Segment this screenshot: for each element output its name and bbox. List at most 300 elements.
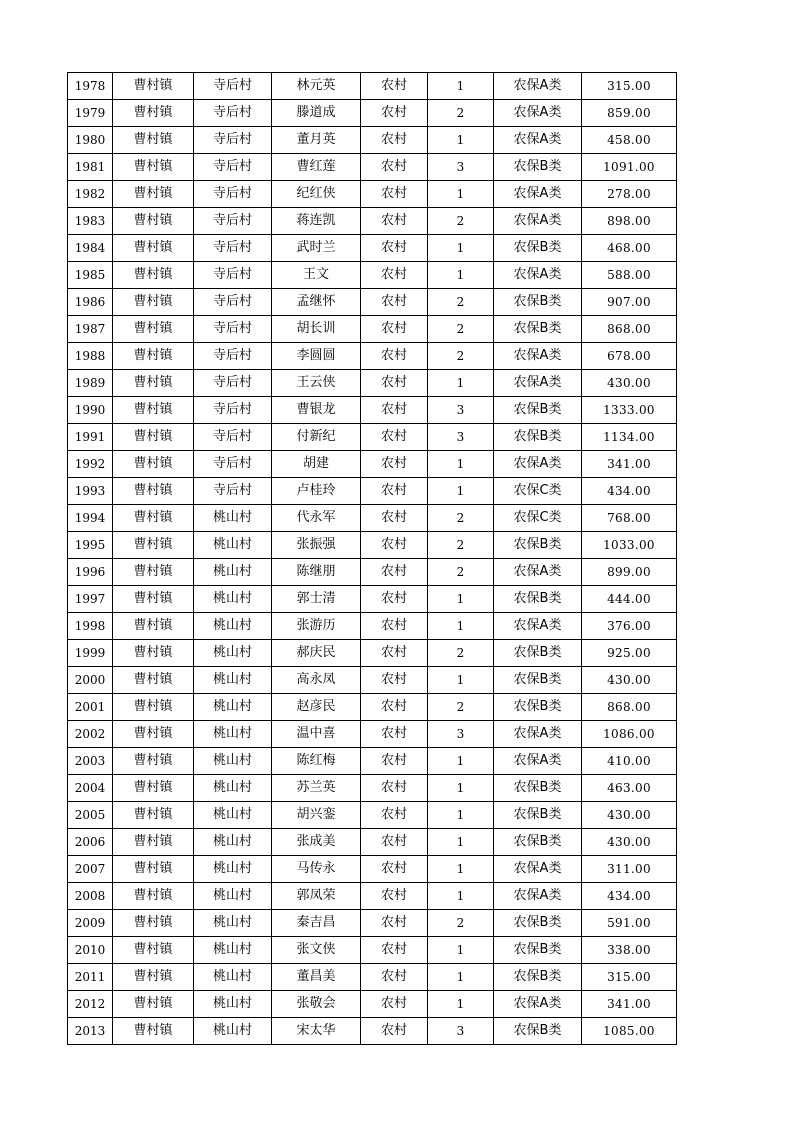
serial-cell: 2010 xyxy=(68,937,113,964)
name-cell: 曹银龙 xyxy=(272,397,361,424)
village-cell: 桃山村 xyxy=(194,613,272,640)
family-size-cell: 1 xyxy=(428,748,494,775)
village-cell: 寺后村 xyxy=(194,235,272,262)
name-cell: 董昌美 xyxy=(272,964,361,991)
village-cell: 桃山村 xyxy=(194,1018,272,1045)
category-cell: 农保C类 xyxy=(494,505,582,532)
table-row xyxy=(68,343,677,370)
household-type-cell: 农村 xyxy=(361,73,428,100)
name-cell: 高永凤 xyxy=(272,667,361,694)
category-cell: 农保A类 xyxy=(494,613,582,640)
amount-cell: 430.00 xyxy=(582,829,677,856)
family-size-cell: 3 xyxy=(428,1018,494,1045)
village-cell: 桃山村 xyxy=(194,910,272,937)
name-cell: 张振强 xyxy=(272,532,361,559)
amount-cell: 1086.00 xyxy=(582,721,677,748)
amount-cell: 341.00 xyxy=(582,451,677,478)
table-row xyxy=(68,181,677,208)
category-cell: 农保A类 xyxy=(494,748,582,775)
household-type-cell: 农村 xyxy=(361,721,428,748)
name-cell: 曹红莲 xyxy=(272,154,361,181)
household-type-cell: 农村 xyxy=(361,748,428,775)
town-cell: 曹村镇 xyxy=(113,883,194,910)
family-size-cell: 2 xyxy=(428,316,494,343)
name-cell: 秦吉昌 xyxy=(272,910,361,937)
serial-cell: 2001 xyxy=(68,694,113,721)
serial-cell: 2006 xyxy=(68,829,113,856)
serial-cell: 1986 xyxy=(68,289,113,316)
serial-cell: 1980 xyxy=(68,127,113,154)
family-size-cell: 1 xyxy=(428,613,494,640)
family-size-cell: 1 xyxy=(428,937,494,964)
town-cell: 曹村镇 xyxy=(113,991,194,1018)
household-type-cell: 农村 xyxy=(361,478,428,505)
amount-cell: 444.00 xyxy=(582,586,677,613)
category-cell: 农保A类 xyxy=(494,127,582,154)
family-size-cell: 1 xyxy=(428,883,494,910)
name-cell: 林元英 xyxy=(272,73,361,100)
name-cell: 郭凤荣 xyxy=(272,883,361,910)
family-size-cell: 1 xyxy=(428,856,494,883)
family-size-cell: 2 xyxy=(428,910,494,937)
household-type-cell: 农村 xyxy=(361,235,428,262)
town-cell: 曹村镇 xyxy=(113,397,194,424)
category-cell: 农保B类 xyxy=(494,154,582,181)
household-type-cell: 农村 xyxy=(361,181,428,208)
table-row xyxy=(68,235,677,262)
serial-cell: 1993 xyxy=(68,478,113,505)
family-size-cell: 3 xyxy=(428,154,494,181)
table-row xyxy=(68,424,677,451)
family-size-cell: 1 xyxy=(428,667,494,694)
name-cell: 郝庆民 xyxy=(272,640,361,667)
amount-cell: 376.00 xyxy=(582,613,677,640)
amount-cell: 591.00 xyxy=(582,910,677,937)
town-cell: 曹村镇 xyxy=(113,721,194,748)
town-cell: 曹村镇 xyxy=(113,586,194,613)
amount-cell: 1085.00 xyxy=(582,1018,677,1045)
serial-cell: 2011 xyxy=(68,964,113,991)
village-cell: 寺后村 xyxy=(194,424,272,451)
name-cell: 胡长训 xyxy=(272,316,361,343)
amount-cell: 278.00 xyxy=(582,181,677,208)
category-cell: 农保A类 xyxy=(494,343,582,370)
category-cell: 农保A类 xyxy=(494,451,582,478)
category-cell: 农保A类 xyxy=(494,721,582,748)
village-cell: 寺后村 xyxy=(194,478,272,505)
serial-cell: 1999 xyxy=(68,640,113,667)
household-type-cell: 农村 xyxy=(361,586,428,613)
table-row xyxy=(68,721,677,748)
village-cell: 寺后村 xyxy=(194,154,272,181)
family-size-cell: 2 xyxy=(428,343,494,370)
town-cell: 曹村镇 xyxy=(113,181,194,208)
household-type-cell: 农村 xyxy=(361,289,428,316)
category-cell: 农保B类 xyxy=(494,829,582,856)
serial-cell: 1979 xyxy=(68,100,113,127)
village-cell: 桃山村 xyxy=(194,694,272,721)
table-row xyxy=(68,1018,677,1045)
family-size-cell: 2 xyxy=(428,694,494,721)
household-type-cell: 农村 xyxy=(361,370,428,397)
family-size-cell: 3 xyxy=(428,397,494,424)
category-cell: 农保A类 xyxy=(494,559,582,586)
table-row xyxy=(68,73,677,100)
serial-cell: 2013 xyxy=(68,1018,113,1045)
village-cell: 桃山村 xyxy=(194,991,272,1018)
town-cell: 曹村镇 xyxy=(113,694,194,721)
household-type-cell: 农村 xyxy=(361,640,428,667)
category-cell: 农保A类 xyxy=(494,856,582,883)
category-cell: 农保B类 xyxy=(494,424,582,451)
town-cell: 曹村镇 xyxy=(113,829,194,856)
household-type-cell: 农村 xyxy=(361,964,428,991)
town-cell: 曹村镇 xyxy=(113,289,194,316)
household-type-cell: 农村 xyxy=(361,100,428,127)
category-cell: 农保A类 xyxy=(494,100,582,127)
family-size-cell: 1 xyxy=(428,478,494,505)
town-cell: 曹村镇 xyxy=(113,100,194,127)
category-cell: 农保A类 xyxy=(494,991,582,1018)
household-type-cell: 农村 xyxy=(361,451,428,478)
town-cell: 曹村镇 xyxy=(113,748,194,775)
serial-cell: 2003 xyxy=(68,748,113,775)
table-row xyxy=(68,451,677,478)
table-row xyxy=(68,694,677,721)
name-cell: 付新纪 xyxy=(272,424,361,451)
name-cell: 纪红侠 xyxy=(272,181,361,208)
household-type-cell: 农村 xyxy=(361,856,428,883)
table-row xyxy=(68,559,677,586)
village-cell: 寺后村 xyxy=(194,208,272,235)
family-size-cell: 1 xyxy=(428,181,494,208)
table-row xyxy=(68,667,677,694)
household-type-cell: 农村 xyxy=(361,829,428,856)
amount-cell: 315.00 xyxy=(582,964,677,991)
amount-cell: 678.00 xyxy=(582,343,677,370)
name-cell: 郭士清 xyxy=(272,586,361,613)
serial-cell: 2012 xyxy=(68,991,113,1018)
name-cell: 张文侠 xyxy=(272,937,361,964)
amount-cell: 410.00 xyxy=(582,748,677,775)
household-type-cell: 农村 xyxy=(361,316,428,343)
village-cell: 桃山村 xyxy=(194,829,272,856)
serial-cell: 1992 xyxy=(68,451,113,478)
town-cell: 曹村镇 xyxy=(113,505,194,532)
name-cell: 陈红梅 xyxy=(272,748,361,775)
amount-cell: 468.00 xyxy=(582,235,677,262)
table-row xyxy=(68,883,677,910)
household-type-cell: 农村 xyxy=(361,208,428,235)
family-size-cell: 1 xyxy=(428,73,494,100)
village-cell: 寺后村 xyxy=(194,262,272,289)
town-cell: 曹村镇 xyxy=(113,613,194,640)
village-cell: 桃山村 xyxy=(194,640,272,667)
village-cell: 寺后村 xyxy=(194,370,272,397)
name-cell: 王文 xyxy=(272,262,361,289)
village-cell: 寺后村 xyxy=(194,73,272,100)
family-size-cell: 1 xyxy=(428,802,494,829)
village-cell: 寺后村 xyxy=(194,343,272,370)
serial-cell: 2005 xyxy=(68,802,113,829)
name-cell: 胡兴銮 xyxy=(272,802,361,829)
household-type-cell: 农村 xyxy=(361,154,428,181)
village-cell: 寺后村 xyxy=(194,316,272,343)
serial-cell: 2002 xyxy=(68,721,113,748)
name-cell: 陈继朋 xyxy=(272,559,361,586)
name-cell: 卢桂玲 xyxy=(272,478,361,505)
name-cell: 宋太华 xyxy=(272,1018,361,1045)
relief-roster-table xyxy=(67,72,677,1045)
amount-cell: 434.00 xyxy=(582,478,677,505)
village-cell: 桃山村 xyxy=(194,937,272,964)
village-cell: 寺后村 xyxy=(194,397,272,424)
category-cell: 农保C类 xyxy=(494,478,582,505)
family-size-cell: 3 xyxy=(428,424,494,451)
amount-cell: 341.00 xyxy=(582,991,677,1018)
table-row xyxy=(68,991,677,1018)
amount-cell: 1091.00 xyxy=(582,154,677,181)
category-cell: 农保B类 xyxy=(494,397,582,424)
village-cell: 桃山村 xyxy=(194,586,272,613)
name-cell: 张游历 xyxy=(272,613,361,640)
table-row xyxy=(68,289,677,316)
serial-cell: 2000 xyxy=(68,667,113,694)
category-cell: 农保B类 xyxy=(494,964,582,991)
town-cell: 曹村镇 xyxy=(113,532,194,559)
household-type-cell: 农村 xyxy=(361,262,428,289)
table-row xyxy=(68,964,677,991)
table-row xyxy=(68,505,677,532)
household-type-cell: 农村 xyxy=(361,802,428,829)
household-type-cell: 农村 xyxy=(361,424,428,451)
name-cell: 滕道成 xyxy=(272,100,361,127)
serial-cell: 1997 xyxy=(68,586,113,613)
serial-cell: 2009 xyxy=(68,910,113,937)
town-cell: 曹村镇 xyxy=(113,964,194,991)
town-cell: 曹村镇 xyxy=(113,802,194,829)
category-cell: 农保B类 xyxy=(494,694,582,721)
category-cell: 农保B类 xyxy=(494,775,582,802)
category-cell: 农保B类 xyxy=(494,289,582,316)
name-cell: 武时兰 xyxy=(272,235,361,262)
household-type-cell: 农村 xyxy=(361,127,428,154)
village-cell: 桃山村 xyxy=(194,748,272,775)
family-size-cell: 1 xyxy=(428,991,494,1018)
name-cell: 赵彦民 xyxy=(272,694,361,721)
household-type-cell: 农村 xyxy=(361,667,428,694)
serial-cell: 1985 xyxy=(68,262,113,289)
category-cell: 农保A类 xyxy=(494,262,582,289)
village-cell: 桃山村 xyxy=(194,775,272,802)
table-row xyxy=(68,100,677,127)
village-cell: 桃山村 xyxy=(194,505,272,532)
name-cell: 代永军 xyxy=(272,505,361,532)
household-type-cell: 农村 xyxy=(361,559,428,586)
family-size-cell: 1 xyxy=(428,451,494,478)
category-cell: 农保B类 xyxy=(494,1018,582,1045)
table-row xyxy=(68,802,677,829)
amount-cell: 899.00 xyxy=(582,559,677,586)
amount-cell: 458.00 xyxy=(582,127,677,154)
amount-cell: 434.00 xyxy=(582,883,677,910)
family-size-cell: 1 xyxy=(428,775,494,802)
serial-cell: 1998 xyxy=(68,613,113,640)
category-cell: 农保A类 xyxy=(494,208,582,235)
town-cell: 曹村镇 xyxy=(113,208,194,235)
serial-cell: 1983 xyxy=(68,208,113,235)
household-type-cell: 农村 xyxy=(361,1018,428,1045)
category-cell: 农保B类 xyxy=(494,910,582,937)
category-cell: 农保A类 xyxy=(494,181,582,208)
amount-cell: 1134.00 xyxy=(582,424,677,451)
family-size-cell: 1 xyxy=(428,370,494,397)
village-cell: 寺后村 xyxy=(194,451,272,478)
town-cell: 曹村镇 xyxy=(113,775,194,802)
amount-cell: 868.00 xyxy=(582,316,677,343)
household-type-cell: 农村 xyxy=(361,775,428,802)
household-type-cell: 农村 xyxy=(361,397,428,424)
village-cell: 桃山村 xyxy=(194,721,272,748)
town-cell: 曹村镇 xyxy=(113,937,194,964)
town-cell: 曹村镇 xyxy=(113,127,194,154)
town-cell: 曹村镇 xyxy=(113,370,194,397)
serial-cell: 2008 xyxy=(68,883,113,910)
town-cell: 曹村镇 xyxy=(113,559,194,586)
household-type-cell: 农村 xyxy=(361,505,428,532)
category-cell: 农保B类 xyxy=(494,316,582,343)
amount-cell: 907.00 xyxy=(582,289,677,316)
town-cell: 曹村镇 xyxy=(113,910,194,937)
amount-cell: 430.00 xyxy=(582,667,677,694)
family-size-cell: 1 xyxy=(428,586,494,613)
household-type-cell: 农村 xyxy=(361,694,428,721)
town-cell: 曹村镇 xyxy=(113,154,194,181)
amount-cell: 868.00 xyxy=(582,694,677,721)
family-size-cell: 2 xyxy=(428,640,494,667)
serial-cell: 1989 xyxy=(68,370,113,397)
category-cell: 农保B类 xyxy=(494,532,582,559)
category-cell: 农保B类 xyxy=(494,586,582,613)
category-cell: 农保B类 xyxy=(494,235,582,262)
family-size-cell: 3 xyxy=(428,721,494,748)
table-row xyxy=(68,154,677,181)
amount-cell: 430.00 xyxy=(582,802,677,829)
name-cell: 张敬会 xyxy=(272,991,361,1018)
town-cell: 曹村镇 xyxy=(113,667,194,694)
table-row xyxy=(68,640,677,667)
name-cell: 马传永 xyxy=(272,856,361,883)
table-row xyxy=(68,856,677,883)
village-cell: 桃山村 xyxy=(194,802,272,829)
table-row xyxy=(68,316,677,343)
family-size-cell: 1 xyxy=(428,235,494,262)
name-cell: 胡建 xyxy=(272,451,361,478)
name-cell: 孟继怀 xyxy=(272,289,361,316)
name-cell: 董月英 xyxy=(272,127,361,154)
family-size-cell: 2 xyxy=(428,559,494,586)
household-type-cell: 农村 xyxy=(361,343,428,370)
village-cell: 桃山村 xyxy=(194,883,272,910)
village-cell: 桃山村 xyxy=(194,532,272,559)
table-row xyxy=(68,478,677,505)
family-size-cell: 1 xyxy=(428,964,494,991)
name-cell: 温中喜 xyxy=(272,721,361,748)
category-cell: 农保B类 xyxy=(494,937,582,964)
serial-cell: 1987 xyxy=(68,316,113,343)
amount-cell: 898.00 xyxy=(582,208,677,235)
table-row xyxy=(68,829,677,856)
amount-cell: 430.00 xyxy=(582,370,677,397)
town-cell: 曹村镇 xyxy=(113,343,194,370)
table-row xyxy=(68,748,677,775)
name-cell: 李圆圆 xyxy=(272,343,361,370)
family-size-cell: 2 xyxy=(428,289,494,316)
category-cell: 农保A类 xyxy=(494,370,582,397)
family-size-cell: 1 xyxy=(428,829,494,856)
name-cell: 苏兰英 xyxy=(272,775,361,802)
table-row xyxy=(68,370,677,397)
table-row xyxy=(68,586,677,613)
amount-cell: 588.00 xyxy=(582,262,677,289)
serial-cell: 1996 xyxy=(68,559,113,586)
table-row xyxy=(68,127,677,154)
table-row xyxy=(68,397,677,424)
name-cell: 蒋连凯 xyxy=(272,208,361,235)
table-row xyxy=(68,613,677,640)
family-size-cell: 1 xyxy=(428,127,494,154)
amount-cell: 859.00 xyxy=(582,100,677,127)
category-cell: 农保A类 xyxy=(494,883,582,910)
town-cell: 曹村镇 xyxy=(113,316,194,343)
table-row xyxy=(68,775,677,802)
amount-cell: 768.00 xyxy=(582,505,677,532)
village-cell: 桃山村 xyxy=(194,667,272,694)
amount-cell: 311.00 xyxy=(582,856,677,883)
serial-cell: 1982 xyxy=(68,181,113,208)
serial-cell: 2007 xyxy=(68,856,113,883)
serial-cell: 1990 xyxy=(68,397,113,424)
town-cell: 曹村镇 xyxy=(113,424,194,451)
town-cell: 曹村镇 xyxy=(113,262,194,289)
amount-cell: 925.00 xyxy=(582,640,677,667)
serial-cell: 1978 xyxy=(68,73,113,100)
household-type-cell: 农村 xyxy=(361,883,428,910)
table-body xyxy=(68,73,677,1045)
table-row xyxy=(68,910,677,937)
family-size-cell: 1 xyxy=(428,262,494,289)
household-type-cell: 农村 xyxy=(361,991,428,1018)
serial-cell: 1984 xyxy=(68,235,113,262)
town-cell: 曹村镇 xyxy=(113,478,194,505)
amount-cell: 463.00 xyxy=(582,775,677,802)
category-cell: 农保A类 xyxy=(494,73,582,100)
serial-cell: 2004 xyxy=(68,775,113,802)
household-type-cell: 农村 xyxy=(361,937,428,964)
serial-cell: 1994 xyxy=(68,505,113,532)
serial-cell: 1988 xyxy=(68,343,113,370)
village-cell: 桃山村 xyxy=(194,856,272,883)
village-cell: 桃山村 xyxy=(194,559,272,586)
category-cell: 农保B类 xyxy=(494,640,582,667)
name-cell: 王云侠 xyxy=(272,370,361,397)
serial-cell: 1991 xyxy=(68,424,113,451)
table-row xyxy=(68,532,677,559)
village-cell: 寺后村 xyxy=(194,127,272,154)
town-cell: 曹村镇 xyxy=(113,73,194,100)
household-type-cell: 农村 xyxy=(361,613,428,640)
household-type-cell: 农村 xyxy=(361,532,428,559)
